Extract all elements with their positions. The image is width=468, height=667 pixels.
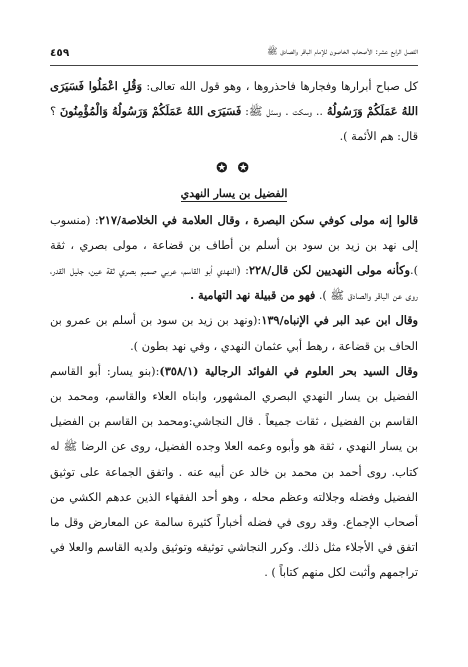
quran-verse-2: فَسَيَرَى اللهُ عَمَلَكُمْ وَرَسُولُهُ وَالْمُؤْمِنُونَ [59, 104, 242, 119]
running-title: الفصل الرابع عشر: الأصحاب الخاصون للإمام الباقر والصادق ﷺ [267, 47, 418, 57]
para1-bold-3: فهو من قبيلة نهد التهامية . [190, 288, 316, 303]
running-header [50, 44, 418, 66]
para1-bold-1: قالوا إنه مولى كوفي سكن البصرة ، وقال العلامة في الخلاصة/٢١٧ [98, 212, 418, 227]
intro-paragraph [50, 74, 418, 150]
section-ornament: ✪ ✪ [216, 160, 252, 176]
section-title-text: الفضيل بن يسار النهدي [180, 186, 288, 200]
paragraph-bahr-al-ulum [50, 359, 418, 586]
para1-text-1: : (منسوب إلى نهد بن زيد بن سود بن أسلم بن أطاف بن قضاعة ، مولى بصري ، ثقة ). [50, 213, 418, 278]
intro-text-3: ؟ قال: هم الأئمة ). [50, 105, 418, 144]
para3-text-1: :(بنو يسار: أبو القاسم الفضيل بن يسار النهدي البصري المشهور، وابناه العلاء والقاسم، ومحمد بن القاسم بن الفضيل ، ثقات جميعاً . قال النجاشي:ومحمد بن القاسم بن الفضيل بن يسار النهدي ، ثقة هو وأبوه وعمه العلا وجده الفضيل، روى عن الرضا ﷺ له كتاب. روى أحمد بن محمد بن خالد عن أبيه عنه . واتفق الجماعة على توثيق الفضيل وفضله وجلالته وعظم محله ، وهو أحد الفقهاء الذين عدهم الكشي من أصحاب الإجماع. وقد روى في فضله أخباراً كثيرة سالمة عن المعارض وقل ما اتفق في الأجلاء مثل ذلك. وكرر النجاشي توثيقه وتوثيق ولديه القاسم والعلا في تراجمهم وأثبت لكل منهم كتاباً ) . [50, 364, 418, 580]
page-body [50, 74, 418, 586]
quran-verse-1: وَقُلِ اعْمَلُوا فَسَيَرَى اللهُ عَمَلَكُمْ وَرَسُولُهُ [50, 79, 419, 119]
para1-bold-2: وكأنه مولى النهديين لكن قال/٢٢٨ [248, 263, 410, 278]
para1-text-2: : (النهدي أبو القاسم، عربي صميم بصري ثقة عين، جليل القدر، روى عن الباقر والصادق ﷺ ). [50, 264, 418, 303]
page-number: ٤٥٩ [50, 47, 70, 59]
intro-text-1: كل صباح أبرارها وفجارها فاحذروها ، وهو قول الله تعالى: [141, 80, 418, 93]
para2-text-1: :(ونهد بن زيد بن سود بن أسلم بن عمرو بن الحاف بن قضاعة ، رهط أبي عثمان النهدي ، وفي نهد بطون ). [50, 314, 418, 353]
paragraph-allama [50, 208, 418, 309]
paragraph-ibn-abd-al-barr [50, 308, 418, 358]
intro-text-2: .. وسكت . وسئل ﷺ: [241, 105, 327, 119]
para3-bold-1: وقال السيد بحر العلوم في الفوائد الرجالية (٣٥٨/١) [159, 363, 418, 378]
para2-bold-1: وقال ابن عبد البر في الإنباه/١٣٩ [261, 313, 419, 328]
section-title [50, 182, 418, 206]
